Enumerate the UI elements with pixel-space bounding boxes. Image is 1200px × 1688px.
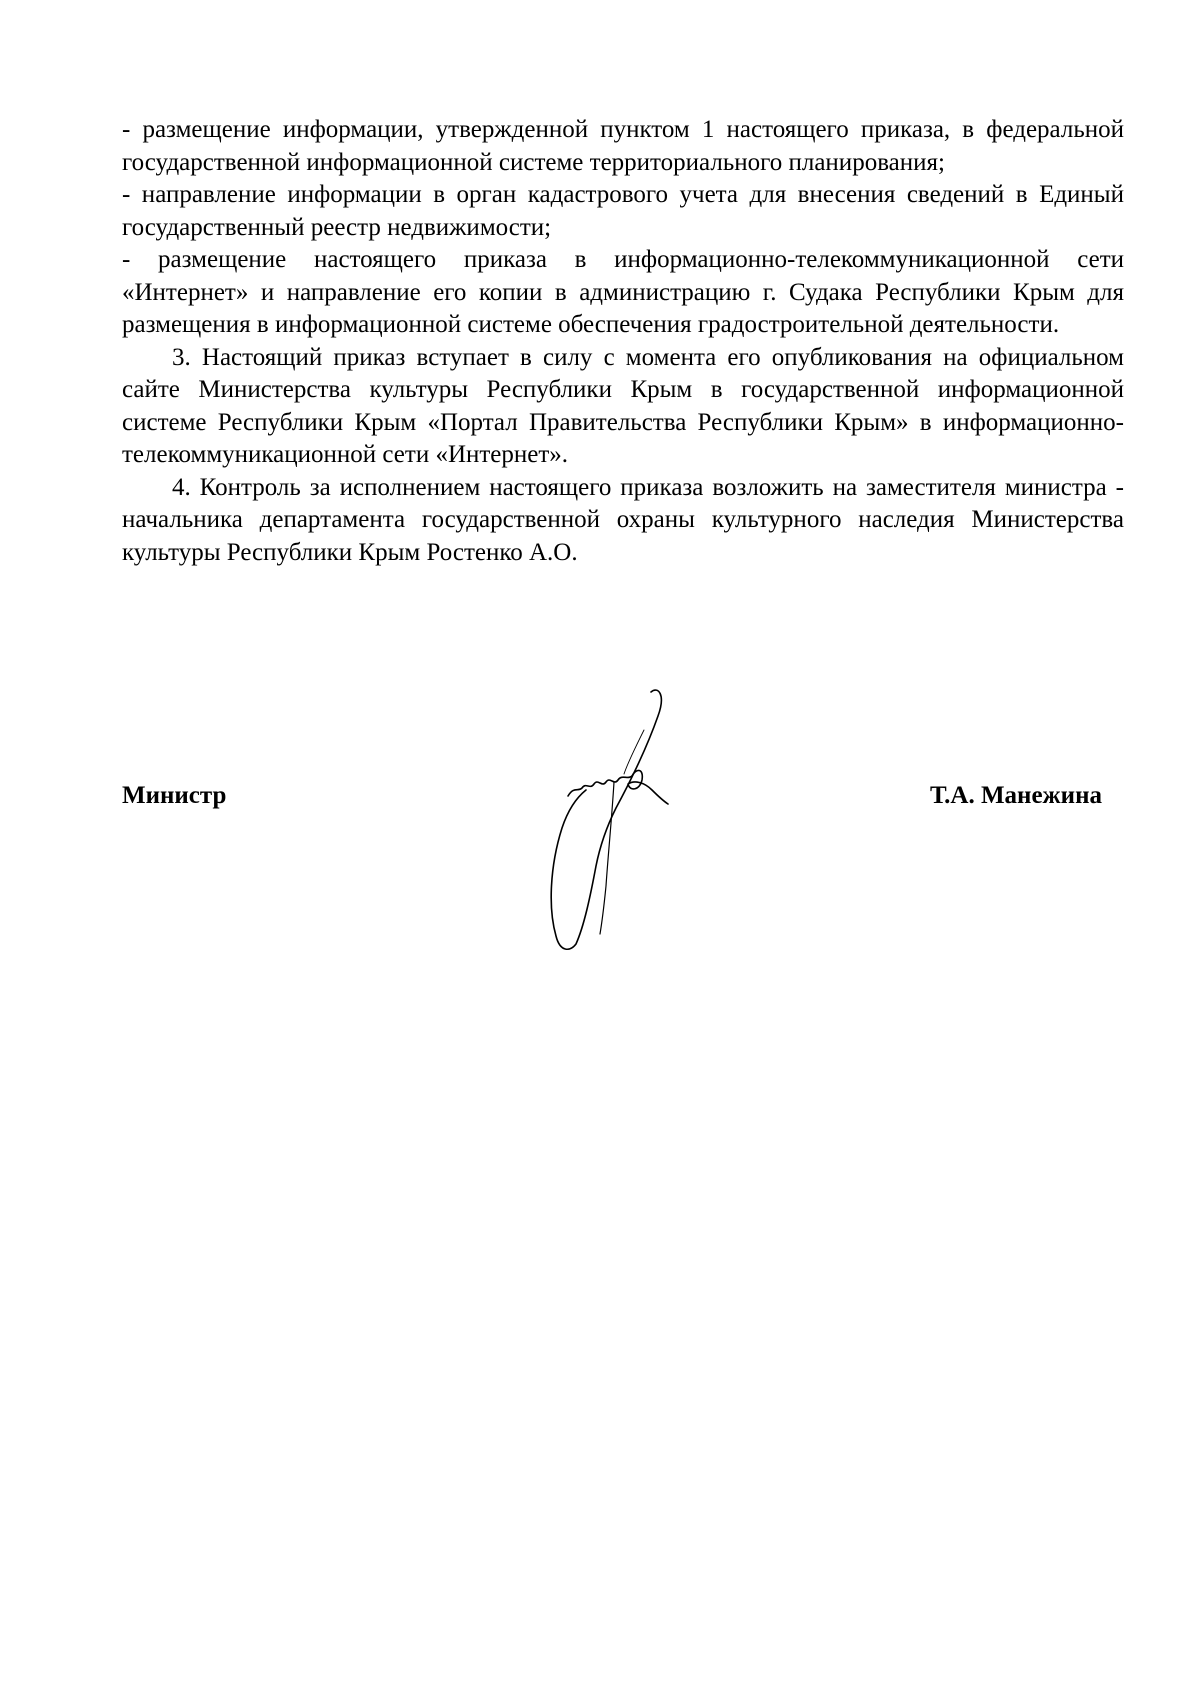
handwritten-signature — [548, 686, 708, 956]
paragraph-item-4: 4. Контроль за исполнением настоящего приказа возложить на заместителя министра - начальника департамента государственной охраны культурного наследия Министерства культуры Республики Крым Ростенко А.О. — [122, 473, 1124, 566]
paragraph-publish-internet: - размещение настоящего приказа в информационно-телекоммуникационной сети «Интернет» и направление его копии в администрацию г. Судака Республики Крым для размещения в информационной системе обеспечения градостроительной деятельности. — [122, 246, 1124, 338]
signatory-name: Т.А. Манежина — [929, 782, 1102, 809]
document-body — [122, 114, 1124, 569]
paragraph-item-3: 3. Настоящий приказ вступает в силу с момента его опубликования на официальном сайте Министерства культуры Республики Крым в государственной информационной системе Республики Крым «Портал Правительства Республики Крым» в информационно-телекоммуникационной сети «Интернет». — [122, 343, 1124, 468]
paragraph-publish-fgis: - размещение информации, утвержденной пунктом 1 настоящего приказа, в федеральной государственной информационной системе территориального планирования; — [122, 116, 1124, 176]
paragraph-cadastre: - направление информации в орган кадастрового учета для внесения сведений в Единый государственный реестр недвижимости; — [122, 181, 1124, 241]
signatory-title: Министр — [122, 782, 227, 809]
